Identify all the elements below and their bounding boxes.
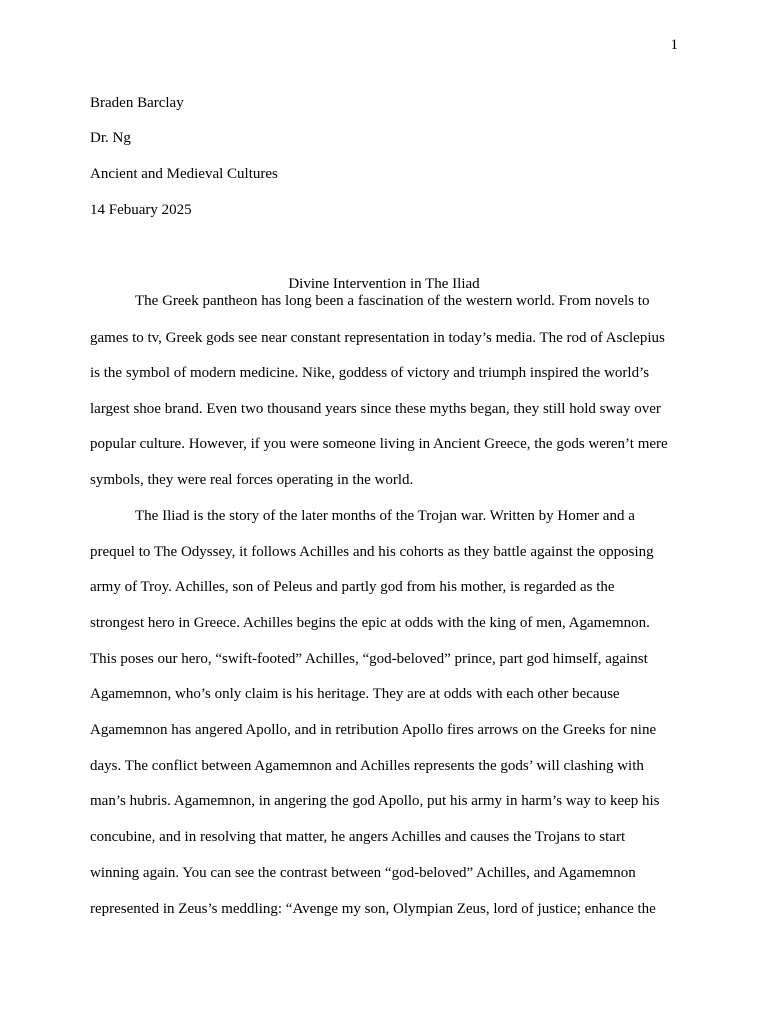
body-line: The Greek pantheon has long been a fascination of the western world. From novels to [135, 293, 650, 309]
body-line: winning again. You can see the contrast between “god-beloved” Achilles, and Agamemnon [90, 865, 636, 881]
body-line: concubine, and in resolving that matter, he angers Achilles and causes the Trojans to start [90, 829, 626, 845]
body-line: army of Troy. Achilles, son of Peleus and partly god from his mother, is regarded as the [90, 579, 615, 595]
author-name: Braden Barclay [90, 95, 184, 111]
body-line: popular culture. However, if you were someone living in Ancient Greece, the gods weren’t mere [90, 436, 668, 452]
body-line: represented in Zeus’s meddling: “Avenge my son, Olympian Zeus, lord of justice; enhance the [90, 901, 656, 917]
body-line: Agamemnon, who’s only claim is his heritage. They are at odds with each other because [90, 686, 620, 702]
essay-date: 14 Febuary 2025 [90, 202, 192, 218]
body-line: This poses our hero, “swift-footed” Achilles, “god-beloved” prince, part god himself, against [90, 651, 648, 667]
body-line: symbols, they were real forces operating in the world. [90, 472, 414, 488]
body-line: The Iliad is the story of the later months of the Trojan war. Written by Homer and a [135, 508, 635, 524]
body-line: largest shoe brand. Even two thousand years since these myths began, they still hold sway over [90, 401, 661, 417]
course-name: Ancient and Medieval Cultures [90, 166, 278, 182]
body-line: prequel to The Odyssey, it follows Achilles and his cohorts as they battle against the opposing [90, 544, 654, 560]
body-line: man’s hubris. Agamemnon, in angering the god Apollo, put his army in harm’s way to keep his [90, 793, 660, 809]
body-line: games to tv, Greek gods see near constant representation in today’s media. The rod of Asclepius [90, 330, 665, 346]
essay-title: Divine Intervention in The Iliad [288, 276, 480, 292]
body-line: strongest hero in Greece. Achilles begins the epic at odds with the king of men, Agamemnon. [90, 615, 650, 631]
body-line: days. The conflict between Agamemnon and Achilles represents the gods’ will clashing with [90, 758, 644, 774]
instructor-name: Dr. Ng [90, 130, 131, 146]
body-line: is the symbol of modern medicine. Nike, goddess of victory and triumph inspired the world’s [90, 365, 650, 381]
body-line: Agamemnon has angered Apollo, and in retribution Apollo fires arrows on the Greeks for nine [90, 722, 657, 738]
page-number: 1 [670, 37, 678, 53]
